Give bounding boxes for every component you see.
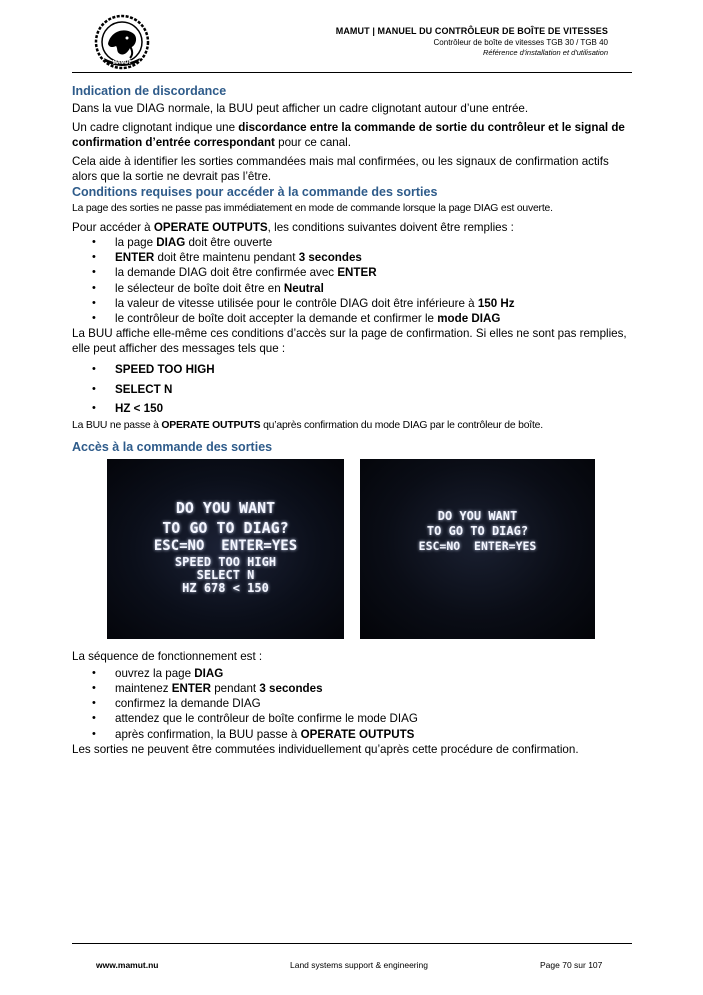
heading-discordance: Indication de discordance bbox=[72, 84, 227, 98]
list-item: • confirmez la demande DIAG bbox=[72, 696, 632, 711]
list-item: • la demande DIAG doit être confirmée avec ENTER bbox=[72, 265, 632, 280]
screen-line: ESC=NO ENTER=YES bbox=[153, 537, 298, 554]
list-item: • la page DIAG doit être ouverte bbox=[72, 235, 632, 250]
footer-divider bbox=[72, 943, 632, 944]
screen-line: ESC=NO ENTER=YES bbox=[418, 538, 537, 553]
paragraph-discordance-1: Dans la vue DIAG normale, la BUU peut afficher un cadre clignotant autour d’une entrée. bbox=[72, 102, 529, 115]
list-item: • ouvrez la page DIAG bbox=[72, 666, 632, 681]
mamut-logo bbox=[94, 14, 150, 70]
page-content bbox=[72, 83, 632, 761]
paragraph-operate-note: La BUU ne passe à OPERATE OUTPUTS qu’après confirmation du mode DIAG par le contrôleur de boîte. bbox=[72, 419, 543, 431]
list-item: • HZ < 150 bbox=[72, 399, 632, 419]
paragraph-discordance-3: Cela aide à identifier les sorties commandées mais mal confirmées, ou les signaux de confirmation actifs alors que la sortie ne devrait pas l’être. bbox=[72, 155, 609, 183]
paragraph-conditions-after: La BUU affiche elle-même ces conditions d’accès sur la page de confirmation. Si elles ne sont pas remplies, elle peut afficher des messages tels que : bbox=[72, 327, 627, 356]
screens-figure bbox=[72, 459, 632, 641]
text-span: Pour accéder à bbox=[72, 221, 154, 234]
messages-list bbox=[72, 360, 632, 419]
text-span: , les conditions suivantes doivent être remplies : bbox=[267, 221, 514, 234]
paragraph-conditions-intro: La page des sorties ne passe pas immédiatement en mode de commande lorsque la page DIAG est ouverte. bbox=[72, 203, 553, 214]
display-screenshot-conditions bbox=[107, 459, 344, 639]
screen-line: SELECT N bbox=[196, 567, 255, 582]
screen-line: HZ 678 < 150 bbox=[182, 580, 269, 595]
paragraph-closing: Les sorties ne peuvent être commutées individuellement qu’après cette procédure de confirmation. bbox=[72, 742, 579, 756]
display-screenshot-confirm bbox=[360, 459, 595, 639]
header-subtitle-2: Référence d'installation et d'utilisation bbox=[482, 48, 608, 57]
screen-line: TO GO TO DIAG? bbox=[426, 523, 529, 538]
screen-line: DO YOU WANT bbox=[175, 498, 276, 517]
screen-line: DO YOU WANT bbox=[437, 508, 518, 523]
list-item: • la valeur de vitesse utilisée pour le contrôle DIAG doit être inférieure à 150 Hz bbox=[72, 296, 632, 311]
header-subtitle: Contrôleur de boîte de vitesses TGB 30 / TGB 40 bbox=[433, 38, 608, 47]
list-item: • ENTER doit être maintenu pendant 3 secondes bbox=[72, 250, 632, 265]
footer-page-number: Page 70 sur 107 bbox=[540, 960, 603, 970]
header-divider bbox=[72, 72, 632, 73]
text-span: pour ce canal. bbox=[274, 136, 351, 149]
footer-tagline: Land systems support & engineering bbox=[290, 960, 428, 970]
svg-text:MAMUT: MAMUT bbox=[112, 60, 132, 66]
list-item: • SPEED TOO HIGH bbox=[72, 360, 632, 380]
list-item: • SELECT N bbox=[72, 380, 632, 400]
header-title: MAMUT | MANUEL DU CONTRÔLEUR DE BOÎTE DE VITESSES bbox=[335, 26, 608, 36]
screen-line: TO GO TO DIAG? bbox=[162, 518, 289, 537]
page-header bbox=[72, 14, 632, 72]
bold-span: discordance entre la commande de sortie du contrôleur et le signal de confirmation d’entrée correspondant bbox=[72, 121, 625, 149]
heading-conditions: Conditions requises pour accéder à la commande des sorties bbox=[72, 185, 438, 199]
list-item: • après confirmation, la BUU passe à OPERATE OUTPUTS bbox=[72, 727, 632, 742]
conditions-list bbox=[72, 235, 632, 326]
list-item: • attendez que le contrôleur de boîte confirme le mode DIAG bbox=[72, 711, 632, 726]
header-text bbox=[336, 26, 608, 57]
list-item: • le contrôleur de boîte doit accepter la demande et confirmer le mode DIAG bbox=[72, 311, 632, 326]
paragraph-sequence-intro: La séquence de fonctionnement est : bbox=[72, 649, 263, 663]
text-span: Un cadre clignotant indique une bbox=[72, 121, 239, 134]
list-item: • maintenez ENTER pendant 3 secondes bbox=[72, 681, 632, 696]
bold-span: OPERATE OUTPUTS bbox=[153, 221, 268, 234]
paragraph-discordance-2 bbox=[72, 120, 632, 150]
list-item: • le sélecteur de boîte doit être en Neutral bbox=[72, 281, 632, 296]
sequence-list bbox=[72, 666, 632, 742]
heading-access: Accès à la commande des sorties bbox=[72, 439, 273, 454]
screen-line: SPEED TOO HIGH bbox=[174, 554, 277, 569]
footer-website-link[interactable]: www.mamut.nu bbox=[96, 960, 159, 970]
paragraph-conditions bbox=[72, 220, 632, 235]
